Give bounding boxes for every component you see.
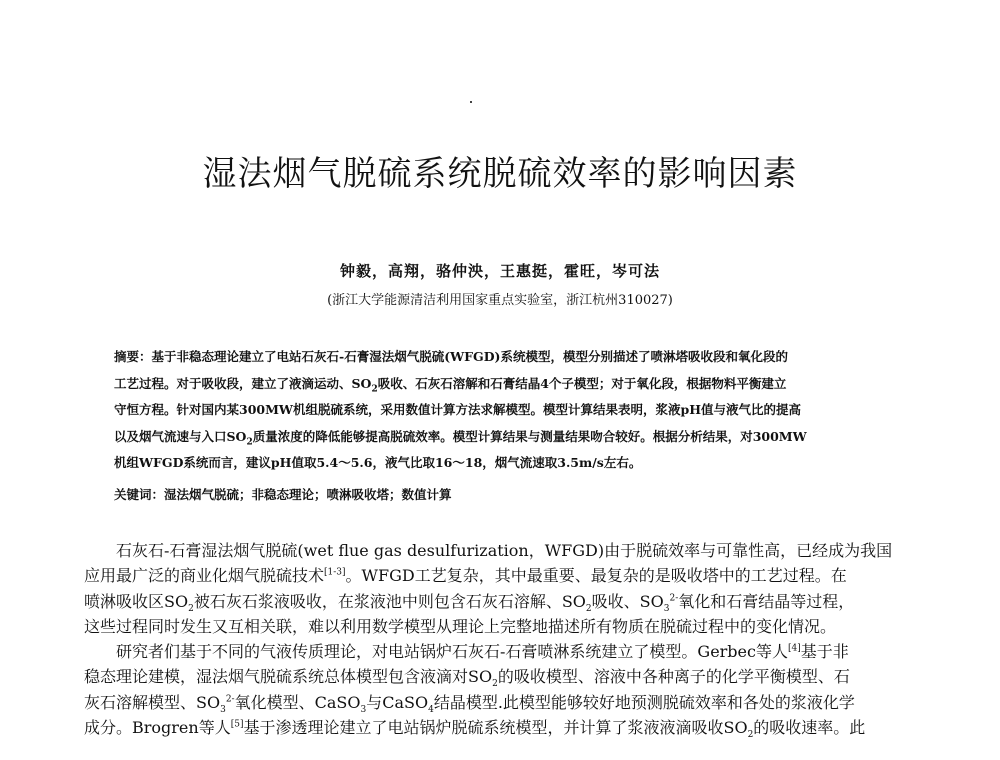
body-line: 成分。Brogren等人[5]基于渗透理论建立了电站锅炉脱硫系统模型，并计算了浆液液滴吸收$SO_2$的吸收速率。此: [84, 718, 866, 741]
body-line: 石灰石-石膏湿法烟气脱硫(wet flue gas desulfurization，WFGD)由于脱硫效率与可靠性高，已经成为我国: [116, 541, 893, 560]
citation: [1-3]: [324, 567, 346, 578]
affiliation: (浙江大学能源清洁利用国家重点实验室，浙江杭州310027): [327, 293, 673, 308]
body-line: 稳态理论建模，湿法烟气脱硫系统总体模型包含液滴对$SO_2$的吸收模型、溶液中各种离子的化学平衡模型、石: [84, 667, 850, 690]
body-line: 这些过程同时发生又互相关联，难以利用数学模型从理论上完整地描述所有物质在脱硫过程中的变化情况。: [84, 616, 837, 636]
abstract-line: 工艺过程。对于吸收段，建立了液滴运动、$SO_2$吸收、石灰石溶解和石膏结晶4个子模型；对于氧化段，根据物料平衡建立: [114, 375, 787, 394]
keywords: [114, 485, 922, 503]
body-line: 研究者们基于不同的气液传质理论，对电站锅炉石灰石-石膏喷淋系统建立了模型。Gerbec等人[4]基于非: [116, 642, 849, 662]
abstract-line: 摘要：基于非稳态理论建立了电站石灰石-石膏湿法烟气脱硫(WFGD)系统模型，模型分别描述了喷淋塔吸收段和氧化段的: [114, 349, 788, 364]
keywords-text: 湿法烟气脱硫；非稳态理论；喷淋吸收塔；数值计算: [164, 487, 452, 502]
abstract: [114, 344, 922, 477]
citation: [5]: [230, 719, 244, 730]
body-line: 灰石溶解模型、$SO_3^{2-}$氧化模型、CaSO$_3$与CaSO$_4$结晶模型.此模型能够较好地预测脱硫效率和各处的浆液化学: [84, 692, 855, 715]
citation: [4]: [787, 643, 801, 654]
abstract-line: 守恒方程。针对国内某300MW机组脱硫系统，采用数值计算方法求解模型。模型计算结果表明，浆液pH值与液气比的提高: [114, 402, 802, 417]
abstract-line: 以及烟气流速与入口$SO_2$质量浓度的降低能够提高脱硫效率。模型计算结果与测量结果吻合较好。根据分析结果，对300MW: [114, 428, 807, 447]
body-line: 喷淋吸收区$SO_2$被石灰石浆液吸收，在浆液池中则包含石灰石溶解、$SO_2$吸收、$SO_3^{2-}$氧化和石膏结晶等过程，: [84, 591, 855, 614]
body-text: [84, 538, 926, 740]
paper-title: 湿法烟气脱硫系统脱硫效率的影响因素: [202, 154, 798, 194]
scan-speck: [470, 101, 472, 103]
abstract-label: 摘要：: [114, 349, 152, 364]
body-line: 应用最广泛的商业化烟气脱硫技术[1-3]。WFGD工艺复杂，其中最重要、最复杂的是吸收塔中的工艺过程。在: [84, 566, 847, 586]
abstract-line: 机组WFGD系统而言，建议pH值取5.4～5.6，液气比取16～18，烟气流速取3.5m/s左右。: [114, 455, 642, 470]
keywords-label: 关键词：: [114, 487, 165, 502]
author-list: 钟毅，高翔，骆仲泱，王惠挺，霍旺，岑可法: [339, 262, 660, 280]
